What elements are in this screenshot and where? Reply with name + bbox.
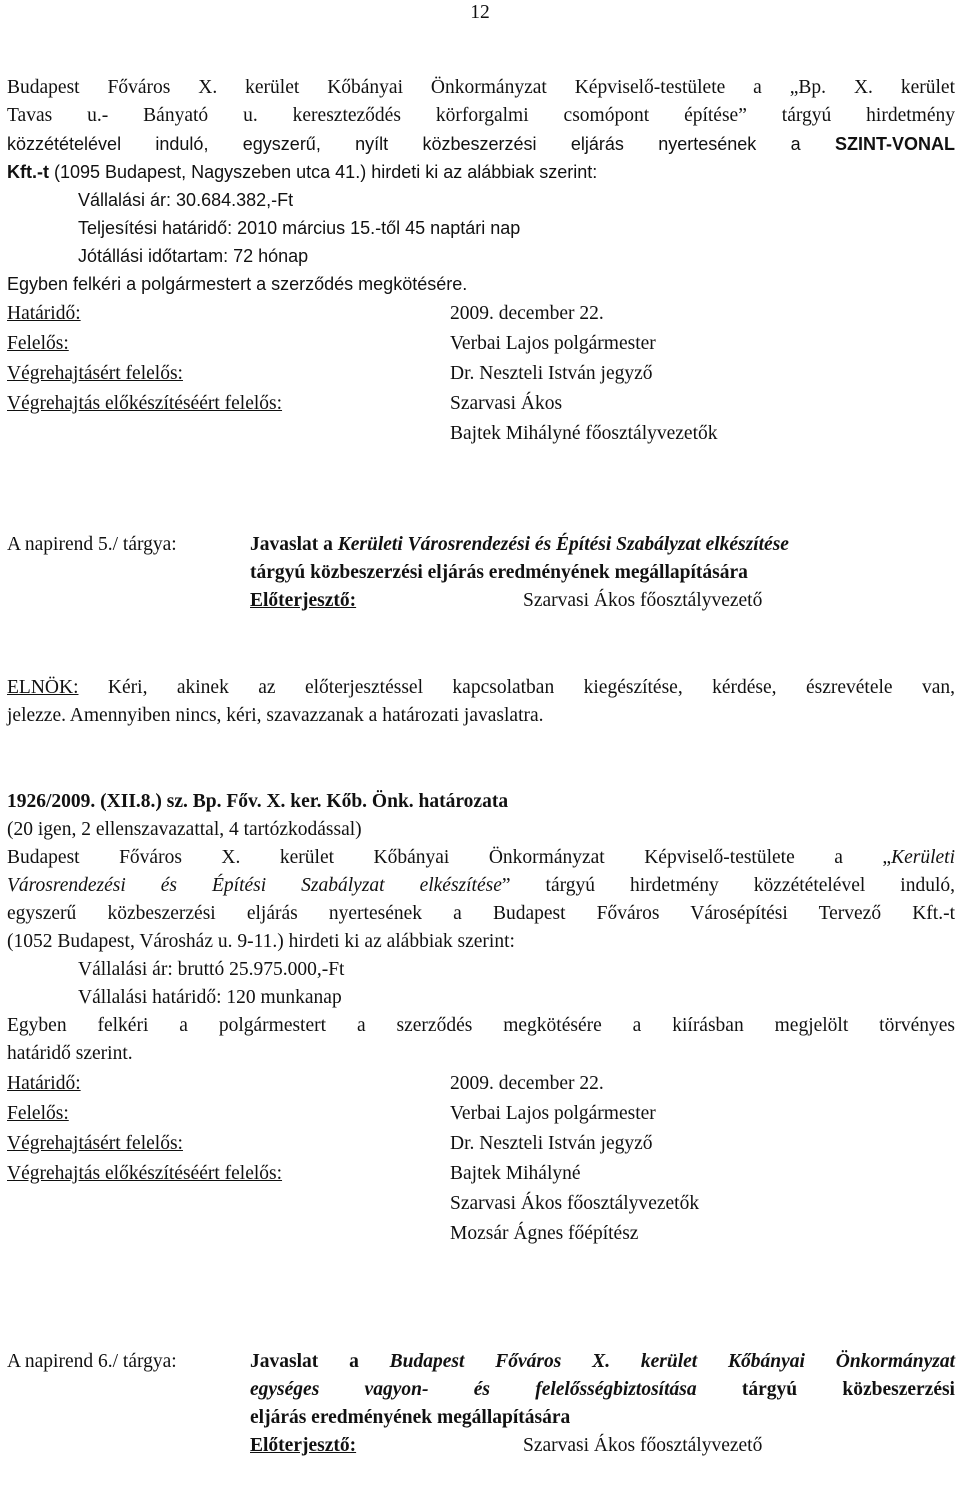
prev-paragraph-line-3: közzétételével induló, egyszerű, nyílt közbeszerzési eljárás nyertesének a SZINT-VONAL [7,134,955,154]
resolution-row-label: Végrehajtás előkészítéséért felelős: [7,1163,283,1184]
resolution-row-value: Verbai Lajos polgármester [450,1103,656,1124]
agenda-item-5-label: A napirend 5./ tárgya: [7,534,177,555]
agenda-item-6-title-line-1: Javaslat a Budapest Főváros X. kerület Kőbányai Önkormányzat [250,1351,955,1372]
prev-row-value: Dr. Neszteli István jegyző [450,363,653,384]
resolution-deadline: Vállalási határidő: 120 munkanap [78,987,342,1008]
prev-price: Vállalási ár: 30.684.382,-Ft [78,190,294,210]
resolution-row-label: Felelős: [7,1103,69,1124]
resolution-row-label: Határidő: [7,1073,81,1094]
resolution-row-value: 2009. december 22. [450,1073,604,1094]
agenda-item-5-title-line-1: Javaslat a Kerületi Városrendezési és Építési Szabályzat elkészítése [250,534,789,555]
agenda-item-6-title-line-2: egységes vagyon- és felelősségbiztosítása tárgyú közbeszerzési [250,1379,955,1400]
winner-name: SZINT-VONAL [835,134,955,154]
agenda-item-5-presenter-label: Előterjesztő: [250,590,357,611]
prev-row-value: 2009. december 22. [450,303,604,324]
resolution-title: 1926/2009. (XII.8.) sz. Bp. Főv. X. ker. Kőb. Önk. határozata [7,791,509,812]
agenda-item-5-presenter: Szarvasi Ákos főosztályvezető [523,590,763,611]
prev-request: Egyben felkéri a polgármestert a szerződés megkötésére. [7,274,468,294]
resolution-line-2: Városrendezési és Építési Szabályzat elkészítése” tárgyú hirdetmény közzétételével induló, [7,875,955,896]
prev-row-value: Szarvasi Ákos [450,393,563,414]
prev-row-label: Végrehajtás előkészítéséért felelős: [7,393,283,414]
prev-deadline: Teljesítési határidő: 2010 március 15.-től 45 naptári nap [78,218,521,238]
page-number: 12 [470,2,490,23]
agenda-item-5-title-line-2: tárgyú közbeszerzési eljárás eredményének megállapítására [250,562,748,583]
resolution-row-label: Végrehajtásért felelős: [7,1133,183,1154]
prev-paragraph-line-4: Kft.-t (1095 Budapest, Nagyszeben utca 41.) hirdeti ki az alábbiak szerint: [7,162,598,182]
chair-label: ELNÖK: [7,677,79,698]
resolution-line-4: (1052 Budapest, Városház u. 9-11.) hirdeti ki az alábbiak szerint: [7,931,515,952]
resolution-row-value: Mozsár Ágnes főépítész [450,1223,639,1244]
agenda-item-6-label: A napirend 6./ tárgya: [7,1351,177,1372]
prev-row-value: Verbai Lajos polgármester [450,333,656,354]
prev-warranty: Jótállási időtartam: 72 hónap [78,246,309,266]
prev-row-label: Határidő: [7,303,81,324]
resolution-line-3: egyszerű közbeszerzési eljárás nyertesének a Budapest Főváros Városépítési Tervező Kft.-t [7,903,955,924]
prev-row-label: Felelős: [7,333,69,354]
prev-paragraph-line-2: Tavas u.- Bányató u. kereszteződés körforgalmi csomópont építése” tárgyú hirdetmény [7,105,955,126]
resolution-votes: (20 igen, 2 ellenszavazattal, 4 tartózkodással) [7,819,362,840]
prev-row-value: Bajtek Mihályné főosztályvezetők [450,423,718,444]
resolution-request-line-1: Egyben felkéri a polgármestert a szerződés megkötésére a kiírásban megjelölt törvényes [7,1015,955,1036]
resolution-price: Vállalási ár: bruttó 25.975.000,-Ft [78,959,345,980]
resolution-row-value: Bajtek Mihályné [450,1163,581,1184]
resolution-line-1: Budapest Főváros X. kerület Kőbányai Önkormányzat Képviselő-testülete a „Kerületi [7,847,955,868]
prev-row-label: Végrehajtásért felelős: [7,363,183,384]
agenda-item-6-title-line-3: eljárás eredményének megállapítására [250,1407,571,1428]
resolution-request-line-2: határidő szerint. [7,1043,133,1064]
resolution-row-value: Szarvasi Ákos főosztályvezetők [450,1193,700,1214]
resolution-row-value: Dr. Neszteli István jegyző [450,1133,653,1154]
agenda-item-6-presenter-label: Előterjesztő: [250,1435,357,1456]
chair-statement-line-2: jelezze. Amennyiben nincs, kéri, szavazzanak a határozati javaslatra. [7,705,544,726]
agenda-item-6-presenter: Szarvasi Ákos főosztályvezető [523,1435,763,1456]
prev-paragraph-line-1: Budapest Főváros X. kerület Kőbányai Önkormányzat Képviselő-testülete a „Bp. X. kerület [7,77,955,98]
chair-statement-line-1: ELNÖK: Kéri, akinek az előterjesztéssel kapcsolatban kiegészítése, kérdése, észrevétele van, [7,677,955,698]
